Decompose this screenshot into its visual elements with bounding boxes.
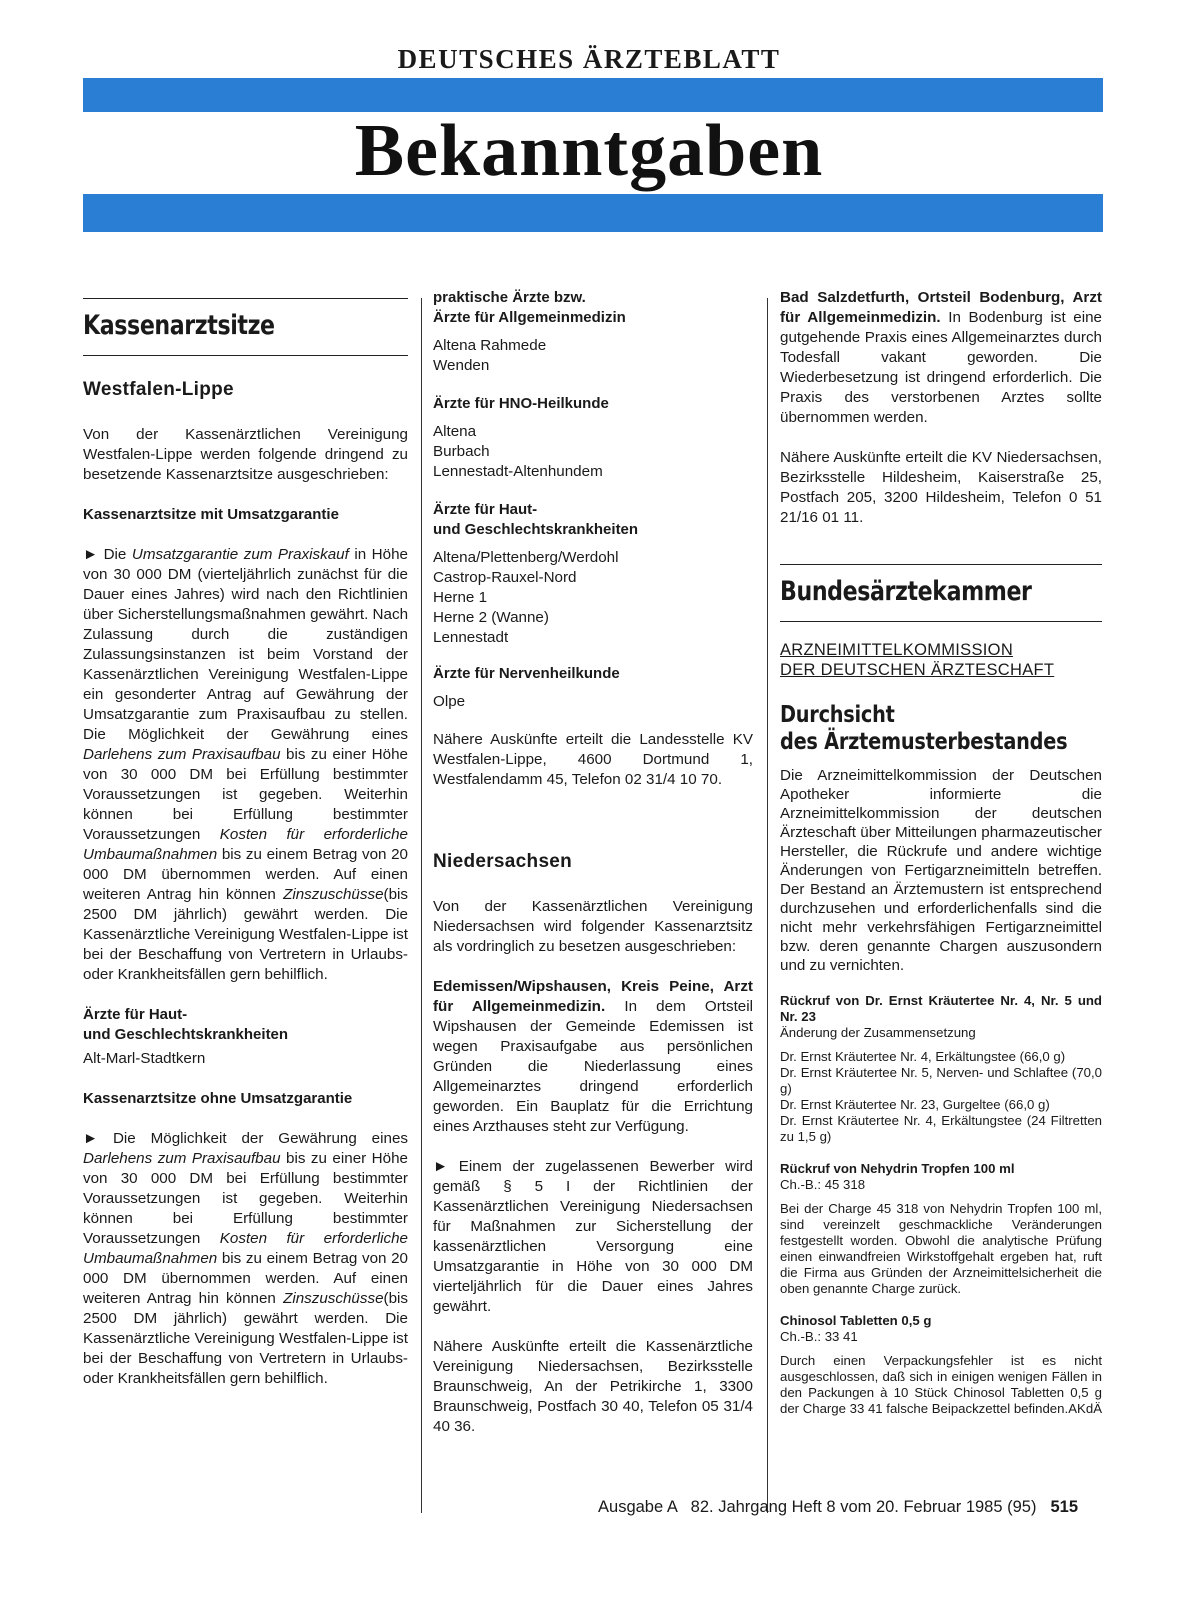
heading-haut: Ärzte für Haut- und Geschlechtskrankheiten	[433, 501, 639, 538]
page-number: 515	[1050, 1498, 1078, 1516]
place-item: Wenden	[433, 357, 490, 374]
recall-item: Dr. Ernst Kräutertee Nr. 23, Gurgeltee (66,0 g)	[780, 1097, 1050, 1112]
issue-info: Ausgabe A 82. Jahrgang Heft 8 vom 20. Februar 1985 (95)	[598, 1498, 1037, 1516]
place-item: Altena/Plettenberg/Werdohl	[433, 549, 619, 566]
page-footer	[598, 1498, 1078, 1517]
place-item: Lennestadt	[433, 629, 509, 646]
recall-charge: Ch.-B.: 45 318	[780, 1177, 866, 1192]
section-rule	[780, 621, 1102, 622]
paragraph-bewerber: ► Einem der zugelassenen Bewerber wird gemäß § 5 I der Richtlinien der Kassenärztlichen Vereinigung Niedersachsen für Maßnahmen zur Sicherstellung der kassenärztlichen Versorgung eine Umsatzgarantie in Höhe von 30 000 DM vierteljährlich für die Dauer eines Jahres gewährt.	[433, 1158, 753, 1315]
heading-hno: Ärzte für HNO-Heilkunde	[433, 395, 609, 412]
signature-akdae: AKdÄ	[1068, 1401, 1102, 1416]
column-1	[83, 298, 408, 1389]
header-band-top	[83, 78, 1103, 112]
intro-paragraph: Von der Kassenärztlichen Vereinigung Westfalen-Lippe werden folgende dringend zu besetzende Kassenarztsitze ausgeschrieben:	[83, 426, 408, 483]
header-band-bottom	[83, 194, 1103, 232]
recall-heading: Rückruf von Dr. Ernst Kräutertee Nr. 4, Nr. 5 und Nr. 23	[780, 993, 1102, 1024]
place-item: Herne 2 (Wanne)	[433, 609, 549, 626]
place-item: Castrop-Rauxel-Nord	[433, 569, 577, 586]
recall-item: Dr. Ernst Kräutertee Nr. 4, Erkältungstee (66,0 g)	[780, 1049, 1066, 1064]
column-3	[780, 289, 1102, 1417]
heading-mit-umsatzgarantie: Kassenarztsitze mit Umsatzgarantie	[83, 506, 339, 523]
recall-nehydrin	[780, 1161, 1102, 1297]
recall-chinosol	[780, 1313, 1102, 1417]
recall-item: Dr. Ernst Kräutertee Nr. 4, Erkältungstee (24 Filtretten zu 1,5 g)	[780, 1113, 1102, 1144]
kommission-label: ARZNEIMITTELKOMMISSION DER DEUTSCHEN ÄRZTESCHAFT	[780, 641, 1055, 679]
info-braunschweig: Nähere Auskünfte erteilt die Kassenärztliche Vereinigung Niedersachsen, Bezirksstelle Braunschweig, An der Petrikirche 1, 3300 Braunschweig, Postfach 30 40, Telefon 05 31/4 40 36.	[433, 1338, 753, 1435]
listing-edemissen: Edemissen/Wipshausen, Kreis Peine, Arzt für Allgemeinmedizin. In dem Ortsteil Wipshausen der Gemeinde Edemissen ist wegen Praxisaufgabe aus persönlichen Gründen die Niederlassung eines Allgemeinarztes dringend erforderlich geworden. Ein Bauplatz für die Errichtung eines Arzthauses steht zur Verfügung.	[433, 978, 753, 1135]
place-item: Altena Rahmede	[433, 337, 547, 354]
article-title: Durchsicht des Ärztemusterbestandes	[780, 702, 1068, 755]
recall-heading: Chinosol Tabletten 0,5 g	[780, 1313, 932, 1328]
section-rule	[83, 298, 408, 299]
recall-text: Durch einen Verpackungsfehler ist es nicht ausgeschlossen, daß sich in einigen wenigen Fällen in den Packungen à 10 Stück Chinosol Tabletten 0,5 g der Charge 33 41 falsche Beipackzettel befinden. AKdÄ	[780, 1353, 1102, 1416]
place-list-haut	[433, 548, 753, 648]
intro-niedersachsen: Von der Kassenärztlichen Vereinigung Niedersachsen wird folgender Kassenarztsitz als vordringlich zu besetzen ausgeschrieben:	[433, 898, 753, 955]
place-item: Lennestadt-Altenhundem	[433, 463, 603, 480]
column-divider-2	[767, 298, 768, 1513]
section-title-kassenarztsitze: Kassenarztsitze	[83, 310, 275, 341]
recall-charge: Ch.-B.: 33 41	[780, 1329, 858, 1344]
place-item: Altena	[433, 423, 477, 440]
article-body: Die Arzneimittelkommission der Deutschen Apotheker informierte die Arzneimittelkommission der deutschen Ärzteschaft über Mitteilungen pharmazeutischer Hersteller, die Rückrufe und andere wichtige Änderungen von Fertigarzneimitteln betreffen. Der Bestand an Ärztemustern ist entsprechend durchzusehen und erforderlichenfalls sind die nicht mehr verkehrsfähigen Fertigarzneimittel bzw. deren genannte Chargen auszusondern und zu vernichten.	[780, 767, 1102, 974]
triangle-bullet-icon: ►	[83, 546, 99, 563]
triangle-bullet-icon: ►	[433, 1158, 449, 1175]
section-title-bundesaerztekammer: Bundesärztekammer	[780, 576, 1032, 607]
info-hildesheim: Nähere Auskünfte erteilt die KV Niedersachsen, Bezirksstelle Hildesheim, Kaiserstraße 25, Postfach 205, 3200 Hildesheim, Telefon 0 51 21/16 01 11.	[780, 449, 1102, 526]
place-item: Burbach	[433, 443, 490, 460]
region-heading-westfalen-lippe: Westfalen-Lippe	[83, 379, 234, 400]
paragraph-mit-umsatzgarantie: ► Die Umsatzgarantie zum Praxiskauf in Höhe von 30 000 DM (vierteljährlich zunächst für die Dauer eines Jahres) wird nach den Richtlinien über Sicherstellungsmaßnahmen gewährt. Nach Zulassung durch die zuständigen Zulassungsinstanzen ist beim Vorstand der Kassenärztlichen Vereinigung Westfalen-Lippe ein gesonderter Antrag auf Gewährung der Umsatzgarantie zum Praxisaufbau zu stellen. Die Möglichkeit der Gewährung eines Darlehens zum Praxisaufbau bis zu einer Höhe von 30 000 DM bei Erfüllung bestimmter Voraussetzungen ist gegeben. Weiterhin können bei Erfüllung bestimmter Voraussetzungen Kosten für erforderliche Umbaumaßnahmen bis zu einem Betrag von 20 000 DM übernommen werden. Auf einen weiteren Antrag hin können Zinszuschüsse(bis 2500 DM jährlich) gewährt werden. Die Kassenärztliche Vereinigung Westfalen-Lippe ist bei der Beschaffung von Vertretern in Urlaubs- oder Krankheitsfällen gern behilflich.	[83, 546, 409, 983]
triangle-bullet-icon: ►	[83, 1130, 99, 1147]
heading-nervenheilkunde: Ärzte für Nervenheilkunde	[433, 665, 620, 682]
place-list-hno	[433, 422, 753, 482]
region-heading-niedersachsen: Niedersachsen	[433, 851, 573, 872]
masthead: DEUTSCHES ÄRZTEBLATT	[397, 44, 781, 74]
heading-praktische-aerzte: praktische Ärzte bzw. Ärzte für Allgemeinmedizin	[433, 289, 626, 326]
place-item: Olpe	[433, 693, 466, 710]
paragraph-ohne-umsatzgarantie: ► Die Möglichkeit der Gewährung eines Darlehens zum Praxisaufbau bis zu einer Höhe von 30 000 DM bei Erfüllung bestimmter Voraussetzungen ist gegeben. Weiterhin können bei Erfüllung bestimmter Voraussetzungen Kosten für erforderliche Umbaumaßnahmen bis zu einem Betrag von 20 000 DM übernommen werden. Auf einen weiteren Antrag hin können Zinszuschüsse(bis 2500 DM jährlich) gewährt werden. Die Kassenärztliche Vereinigung Westfalen-Lippe ist bei der Beschaffung von Vertretern in Urlaubs- oder Krankheitsfällen gern behilflich.	[83, 1130, 408, 1387]
listing-bad-salzdetfurth: Bad Salzdetfurth, Ortsteil Bodenburg, Arzt für Allgemeinmedizin. In Bodenburg ist eine gutgehende Praxis eines Allgemeinarztes durch Todesfall vakant geworden. Die Wiederbesetzung ist dringend erforderlich. Die Praxis des verstorbenen Arztes sollte übernommen werden.	[780, 289, 1102, 426]
column-2	[433, 289, 753, 1437]
place-list-praktische	[433, 336, 753, 376]
recall-kraeutertee	[780, 993, 1102, 1145]
place-item: Herne 1	[433, 589, 488, 606]
heading-haut: Ärzte für Haut- und Geschlechtskrankheiten	[83, 1006, 289, 1043]
page-title: Bekanntgaben	[354, 110, 824, 192]
recall-text: Bei der Charge 45 318 von Nehydrin Tropfen 100 ml, sind vereinzelt geschmackliche Veränderungen festgestellt worden. Obwohl die analytische Prüfung einen einwandfreien Wirkstoffgehalt ergeben hat, ruft die Firma aus Gründen der Arzneimittelsicherheit die oben genannte Charge zurück.	[780, 1201, 1102, 1296]
recall-item: Dr. Ernst Kräutertee Nr. 5, Nerven- und Schlaftee (70,0 g)	[780, 1065, 1102, 1096]
recall-subheading: Änderung der Zusammensetzung	[780, 1025, 976, 1040]
place-item: Alt-Marl-Stadtkern	[83, 1050, 206, 1067]
section-rule	[780, 564, 1102, 565]
section-rule	[83, 355, 408, 356]
column-divider-1	[421, 298, 422, 1513]
info-westfalen-lippe: Nähere Auskünfte erteilt die Landesstelle KV Westfalen-Lippe, 4600 Dortmund 1, Westfalendamm 45, Telefon 02 31/4 10 70.	[433, 731, 753, 788]
recall-heading: Rückruf von Nehydrin Tropfen 100 ml	[780, 1161, 1015, 1176]
heading-ohne-umsatzgarantie: Kassenarztsitze ohne Umsatzgarantie	[83, 1090, 353, 1107]
